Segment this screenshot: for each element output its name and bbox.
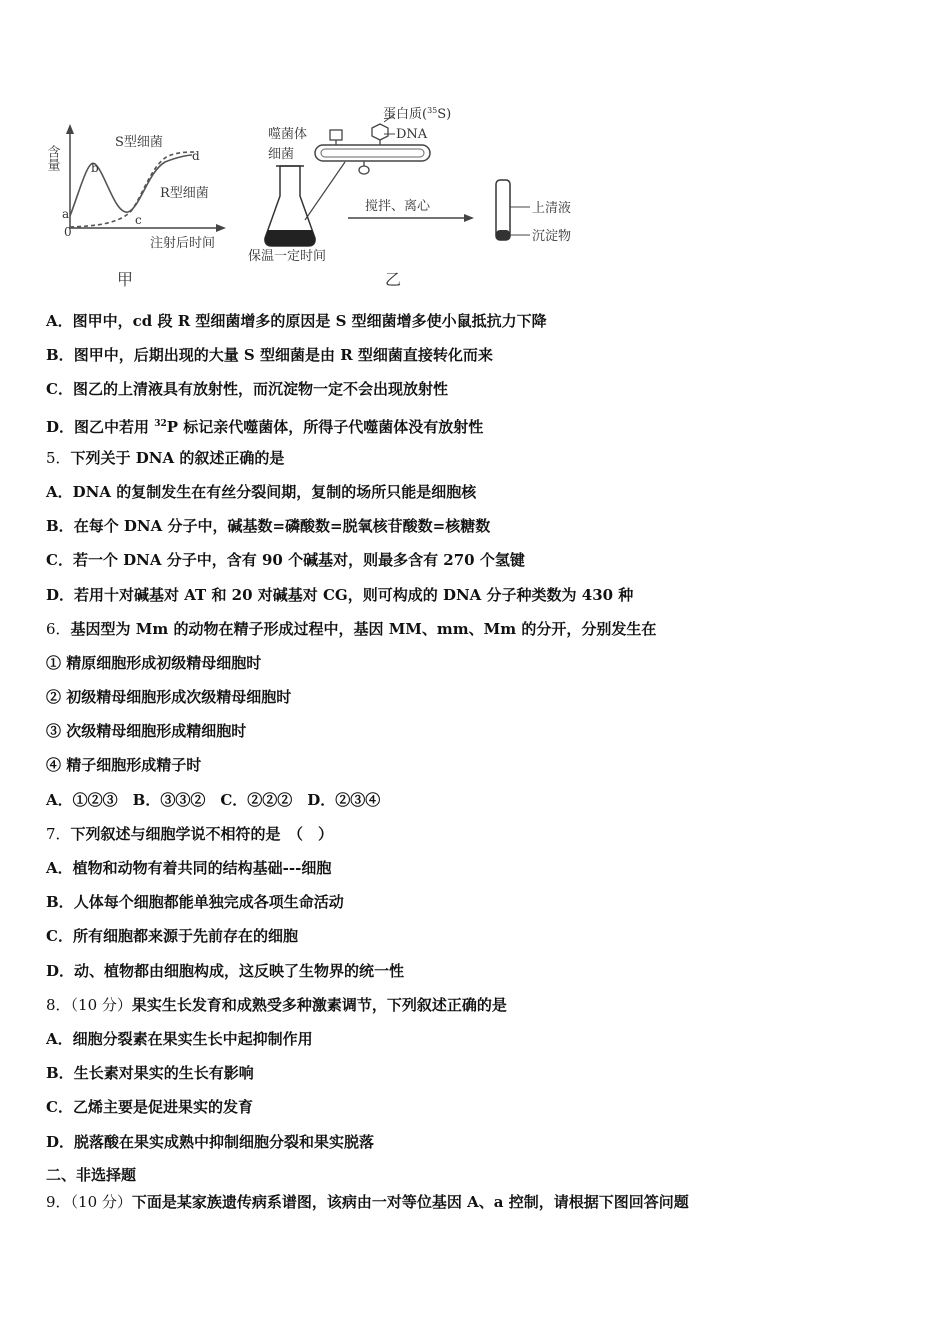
q8-option-d	[46, 1129, 926, 1163]
q8-option-a	[46, 1026, 926, 1060]
caption-jia: 甲	[117, 270, 134, 289]
x-label: 注射后时间	[150, 236, 216, 251]
option-text: 图甲中，后期出现的大量 S 型细菌是由 R 型细菌直接转化而来	[73, 346, 493, 365]
option-text: 图乙的上清液具有放射性，而沉淀物一定不会出现放射性	[72, 380, 448, 399]
option-letter: D．	[46, 961, 75, 980]
option-letter: C．	[46, 380, 73, 399]
protein-label: 蛋白质($^{35}$S)	[383, 106, 452, 122]
question-body	[46, 308, 926, 1217]
q7-option-b	[46, 889, 926, 923]
process-label: 搅拌、离心	[365, 199, 431, 214]
supernatant-label: 上清液	[532, 201, 572, 216]
option-text: 在每个 DNA 分子中，碱基数=磷酸数=脱氧核苷酸数=核糖数	[73, 517, 491, 536]
y-label-1: 含量	[44, 145, 60, 171]
option-text: 动、植物都由细胞构成，这反映了生物界的统一性	[74, 961, 405, 980]
q9-stem	[46, 1187, 926, 1217]
q6-item-2: ② 初级精母细胞形成次级精母细胞时	[46, 688, 292, 707]
option-letter: C．	[46, 1098, 73, 1117]
question-score: （10 分）	[70, 1192, 132, 1211]
q8-stem	[46, 992, 926, 1026]
option-letter: B．	[46, 346, 74, 365]
y-axis-arrow	[66, 124, 74, 134]
option-letter: A．	[46, 859, 73, 877]
option-letter: D．	[46, 417, 75, 436]
q6-stem	[46, 616, 926, 650]
graph-jia	[45, 124, 227, 289]
q6-item-3: ③ 次级精母细胞形成精细胞时	[46, 722, 247, 741]
option-letter: C．	[46, 551, 73, 570]
q8-option-c	[46, 1094, 926, 1128]
question-stem: 下列关于 DNA 的叙述正确的是	[70, 448, 285, 467]
point-origin: 0	[64, 225, 72, 239]
q4-option-b	[46, 342, 926, 376]
bacterium-shape	[315, 145, 430, 161]
flask-liquid	[265, 230, 315, 246]
phage-2-head	[372, 124, 388, 140]
s-label: S型细菌	[115, 135, 163, 150]
q5-stem	[46, 445, 926, 479]
question-figure	[40, 100, 640, 300]
option-text: DNA 的复制发生在有丝分裂间期，复制的场所只能是细胞核	[72, 482, 477, 501]
option-text: 若一个 DNA 分子中，含有 90 个碱基对，则最多含有 270 个氢键	[72, 551, 525, 570]
sediment-fill	[496, 230, 510, 240]
question-stem: 下面是某家族遗传病系谱图，该病由一对等位基因 A、a 控制，请根据下图回答问题	[131, 1192, 689, 1211]
caption-yi: 乙	[385, 270, 402, 289]
q5-option-b	[46, 513, 926, 547]
option-text: 乙烯主要是促进果实的发育	[72, 1098, 253, 1117]
option-text: 细胞分裂素在果实生长中起抑制作用	[72, 1029, 313, 1048]
option-letter: A．	[46, 482, 73, 501]
sediment-label: 沉淀物	[532, 229, 572, 244]
question-number: 6．	[46, 619, 71, 638]
option-text-post: P 标记亲代噬菌体，所得子代噬菌体没有放射性	[166, 417, 484, 436]
q5-option-a	[46, 479, 926, 513]
option-text: 人体每个细胞都能单独完成各项生命活动	[73, 893, 344, 912]
bacteria-label: 细菌	[268, 147, 295, 162]
dna-label: DNA	[396, 127, 428, 142]
option-letter: A．	[46, 312, 73, 330]
question-stem: 下列叙述与细胞学说不相符的是 （ ）	[70, 824, 334, 843]
q6-item-4: ④ 精子细胞形成精子时	[46, 756, 202, 775]
q8-option-b	[46, 1060, 926, 1094]
flask-arrow	[305, 162, 345, 220]
option-letter: B．	[46, 517, 74, 536]
option-letter: C．	[46, 927, 73, 946]
q4-option-d	[46, 411, 926, 445]
isotope-superscript: 32	[154, 418, 167, 429]
q5-option-d	[46, 582, 926, 616]
q5-option-c	[46, 547, 926, 581]
option-letter: D．	[46, 585, 75, 604]
q7-option-d	[46, 958, 926, 992]
option-text: 植物和动物有着共同的结构基础---细胞	[72, 859, 332, 877]
point-a: a	[62, 207, 70, 221]
point-d: d	[192, 149, 200, 163]
option-text: 生长素对果实的生长有影响	[73, 1064, 254, 1083]
question-number: 5．	[46, 448, 71, 467]
process-arrow-head	[464, 214, 474, 222]
incubate-label: 保温一定时间	[248, 249, 327, 264]
question-score: （10 分）	[70, 995, 132, 1014]
phage-3	[359, 166, 369, 174]
question-number: 7．	[46, 824, 71, 843]
section-heading: 二、非选择题	[46, 1165, 137, 1184]
diagram-yi	[248, 106, 571, 289]
option-text-pre: 图乙中若用	[74, 417, 155, 436]
q6-answer-options: A．①②③ B．③③② C．②②② D．②③④	[46, 790, 381, 809]
option-text: 若用十对碱基对 AT 和 20 对碱基对 CG，则可构成的 DNA 分子种类数为 430 种	[74, 585, 634, 604]
phage-label: 噬菌体	[268, 127, 308, 142]
question-number: 8．	[46, 995, 71, 1014]
option-letter: A．	[46, 1029, 73, 1048]
option-text: 图甲中，cd 段 R 型细菌增多的原因是 S 型细菌增多使小鼠抵抗力下降	[72, 312, 547, 330]
option-letter: D．	[46, 1132, 75, 1151]
q7-option-a	[46, 855, 926, 889]
question-stem: 果实生长发育和成熟受多种激素调节，下列叙述正确的是	[131, 995, 507, 1014]
figure-svg	[40, 100, 640, 300]
question-number: 9．	[46, 1192, 71, 1211]
question-stem: 基因型为 Mm 的动物在精子形成过程中，基因 MM、mm、Mm 的分开，分别发生在	[70, 619, 657, 638]
r-label: R型细菌	[160, 186, 209, 201]
q7-option-c	[46, 923, 926, 957]
option-text: 所有细胞都来源于先前存在的细胞	[72, 927, 298, 946]
option-letter: B．	[46, 1064, 74, 1083]
bacterium-inner	[321, 149, 424, 157]
x-axis-arrow	[216, 224, 226, 232]
q4-option-c	[46, 376, 926, 410]
q6-item-1: ① 精原细胞形成初级精母细胞时	[46, 653, 262, 672]
option-letter: B．	[46, 893, 74, 912]
q4-option-a	[46, 308, 926, 342]
q7-stem	[46, 821, 926, 855]
point-c: c	[135, 213, 142, 227]
option-text: 脱落酸在果实成熟中抑制细胞分裂和果实脱落	[74, 1132, 375, 1151]
phage-head	[330, 130, 342, 140]
point-b: b	[91, 161, 99, 175]
